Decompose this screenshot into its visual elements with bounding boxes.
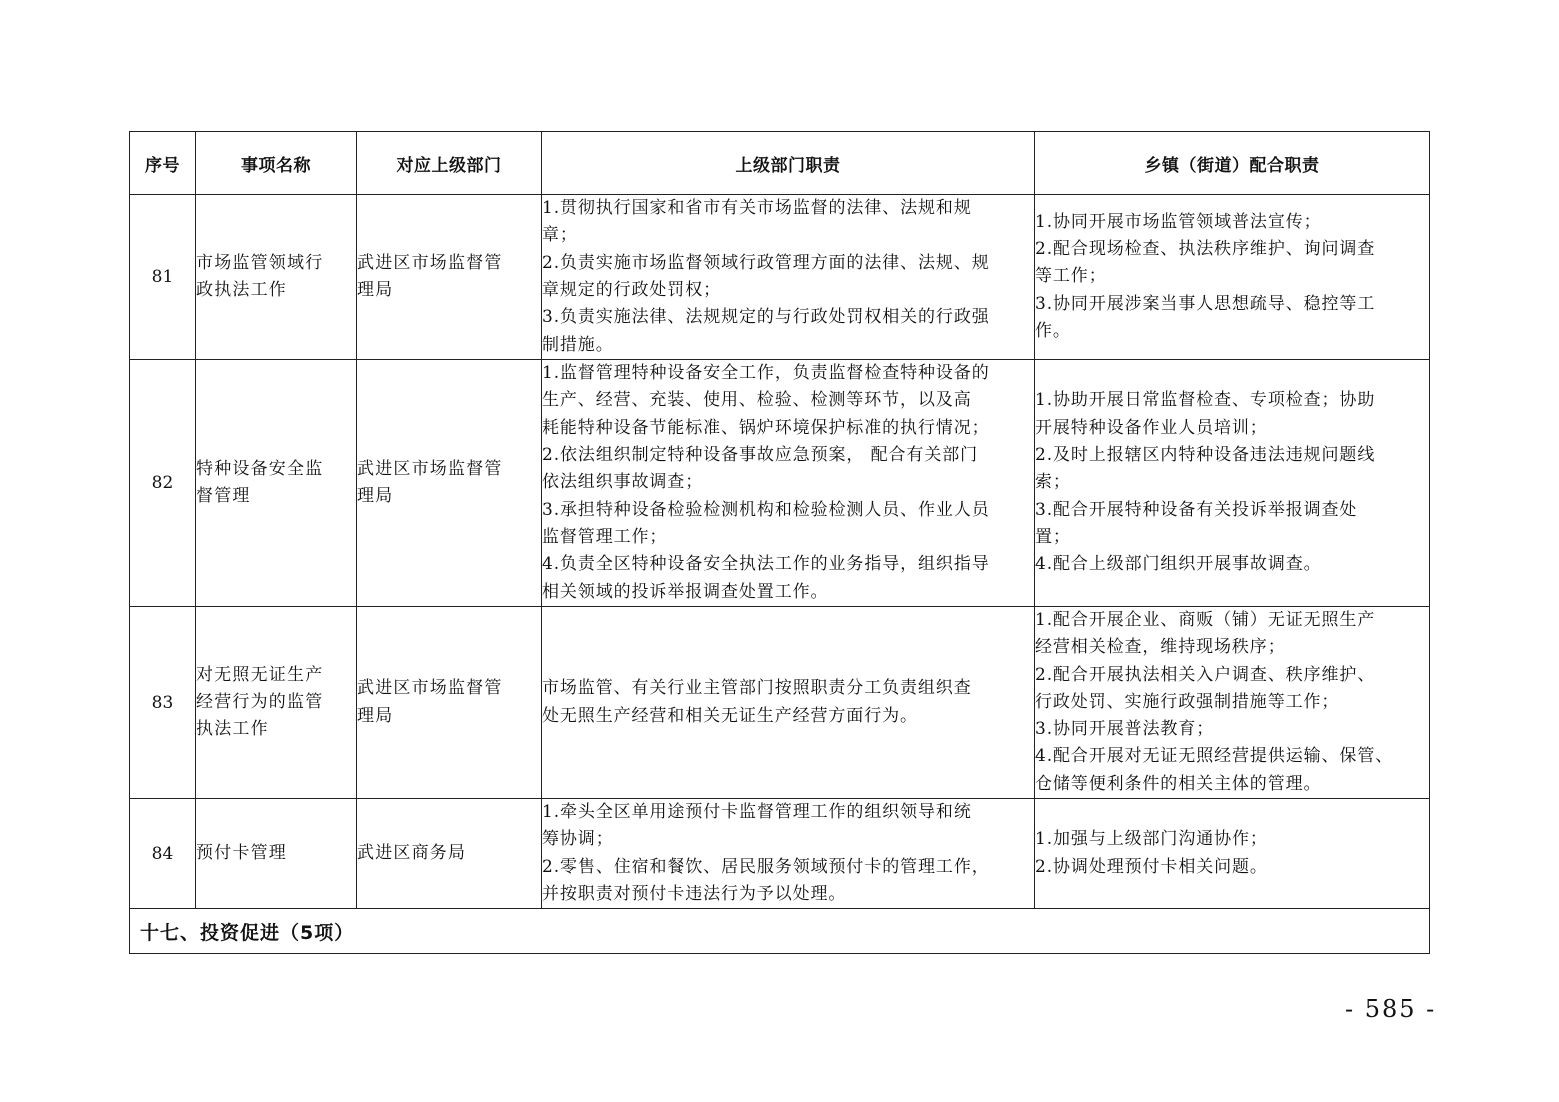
cell-text-line: 章规定的行政处罚权； [542,280,721,300]
item-name-cell [196,607,357,799]
cell-text-line: 3.协同开展普法教育； [1035,719,1215,740]
header-item-name: 事项名称 [196,132,357,195]
cell-text-line: 2.负责实施市场监督领域行政管理方面的法律、法规、规 [542,252,990,273]
cell-text-line: 经营相关检查，维持现场秩序； [1035,637,1286,658]
cell-text-line: 制措施。 [542,334,614,355]
row-number: 82 [130,360,196,607]
cell-text-line: 2.配合现场检查、执法秩序维护、询问调查 [1035,239,1376,260]
upper-dept-cell [357,360,542,607]
cell-text-line: 仓储等便利条件的相关主体的管理。 [1035,773,1322,794]
cell-text-line: 监督管理工作； [542,526,668,547]
cell-text-line: 4.配合上级部门组织开展事故调查。 [1035,554,1322,575]
cell-text-line: 预付卡管理 [196,843,287,864]
upper-dept-cell [357,607,542,799]
cell-text-line: 筹协调； [542,829,614,850]
duties-table [129,131,1430,954]
cell-text-line: 3.负责实施法律、法规规定的与行政处罚权相关的行政强 [542,307,990,328]
cell-text-line: 武进区市场监督管 [357,458,503,479]
table-row [130,799,1430,909]
upper-duties-cell [542,360,1035,607]
item-name-cell [196,360,357,607]
cell-text-line: 依法组织事故调查； [542,472,704,493]
header-no: 序号 [130,132,196,195]
cell-text-line: 经营行为的监管 [196,691,324,712]
upper-dept-cell [357,799,542,909]
cell-text-line: 索； [1035,472,1071,493]
item-name-cell [196,799,357,909]
cell-text-line: 4.负责全区特种设备安全执法工作的业务指导，组织指导 [542,554,990,575]
cell-text-line: 2.及时上报辖区内特种设备违法违规问题线 [1035,445,1376,466]
cell-text-line: 3.配合开展特种设备有关投诉举报调查处 [1035,499,1358,520]
cell-text-line: 等工作； [1035,266,1107,287]
town-duties-cell [1035,195,1430,360]
row-number: 83 [130,607,196,799]
upper-duties-cell [542,799,1035,909]
cell-text-line: 置； [1035,526,1071,547]
cell-text-line: 4.配合开展对无证无照经营提供运输、保管、 [1035,746,1394,767]
cell-text-line: 耗能特种设备节能标准、锅炉环境保护标准的执行情况； [542,417,990,438]
town-duties-cell [1035,607,1430,799]
cell-text-line: 1.监督管理特种设备安全工作，负责监督检查特种设备的 [542,363,990,384]
cell-text-line: 相关领域的投诉举报调查处置工作。 [542,581,829,602]
table-row [130,195,1430,360]
table-row [130,360,1430,607]
cell-text-line: 武进区市场监督管 [357,678,503,699]
cell-text-line: 处无照生产经营和相关无证生产经营方面行为。 [542,705,918,726]
upper-duties-cell [542,195,1035,360]
cell-text-line: 2.配合开展执法相关入户调查、秩序维护、 [1035,664,1376,685]
row-number: 81 [130,195,196,360]
cell-text-line: 1.配合开展企业、商贩（铺）无证无照生产 [1035,610,1376,630]
section-row [130,909,1430,954]
cell-text-line: 市场监管领域行 [196,252,324,273]
cell-text-line: 章； [542,225,578,246]
cell-text-line: 武进区市场监督管 [357,252,503,273]
cell-text-line: 理局 [357,486,394,506]
cell-text-line: 2.零售、住宿和餐饮、居民服务领域预付卡的管理工作， [542,856,990,877]
cell-text-line: 1.协同开展市场监管领域普法宣传； [1035,211,1322,232]
cell-text-line: 1.协助开展日常监督检查、专项检查；协助 [1035,390,1376,411]
cell-text-line: 行政处罚、实施行政强制措施等工作； [1035,691,1340,712]
cell-text-line: 3.协同开展涉案当事人思想疏导、稳控等工 [1035,293,1376,314]
cell-text-line: 2.依法组织制定特种设备事故应急预案， 配合有关部门 [542,445,979,466]
cell-text-line: 执法工作 [196,719,269,740]
cell-text-line: 政执法工作 [196,280,287,300]
cell-text-line: 对无照无证生产 [196,664,324,685]
town-duties-cell [1035,799,1430,909]
upper-dept-cell [357,195,542,360]
section-title: 十七、投资促进（5项） [130,909,1430,954]
cell-text-line: 2.协调处理预付卡相关问题。 [1035,856,1268,877]
cell-text-line: 理局 [357,705,394,726]
upper-duties-cell [542,607,1035,799]
cell-text-line: 市场监管、有关行业主管部门按照职责分工负责组织查 [542,678,972,699]
cell-text-line: 武进区商务局 [357,843,467,864]
table-row [130,607,1430,799]
cell-text-line: 1.加强与上级部门沟通协作； [1035,829,1268,850]
town-duties-cell [1035,360,1430,607]
cell-text-line: 督管理 [196,486,251,506]
header-upper-duties: 上级部门职责 [542,132,1035,195]
header-upper-dept: 对应上级部门 [357,132,542,195]
item-name-cell [196,195,357,360]
cell-text-line: 开展特种设备作业人员培训； [1035,417,1268,438]
cell-text-line: 生产、经营、充装、使用、检验、检测等环节，以及高 [542,390,972,411]
cell-text-line: 1.贯彻执行国家和省市有关市场监督的法律、法规和规 [542,198,972,219]
cell-text-line: 1.牵头全区单用途预付卡监督管理工作的组织领导和统 [542,802,972,823]
cell-text-line: 3.承担特种设备检验检测机构和检验检测人员、作业人员 [542,499,990,520]
table-header-row [130,132,1430,195]
cell-text-line: 特种设备安全监 [196,458,324,479]
cell-text-line: 理局 [357,280,394,300]
header-town-duties: 乡镇（街道）配合职责 [1035,132,1430,195]
cell-text-line: 作。 [1035,320,1071,341]
row-number: 84 [130,799,196,909]
page-number: - 585 - [1345,995,1437,1023]
cell-text-line: 并按职责对预付卡违法行为予以处理。 [542,883,847,904]
